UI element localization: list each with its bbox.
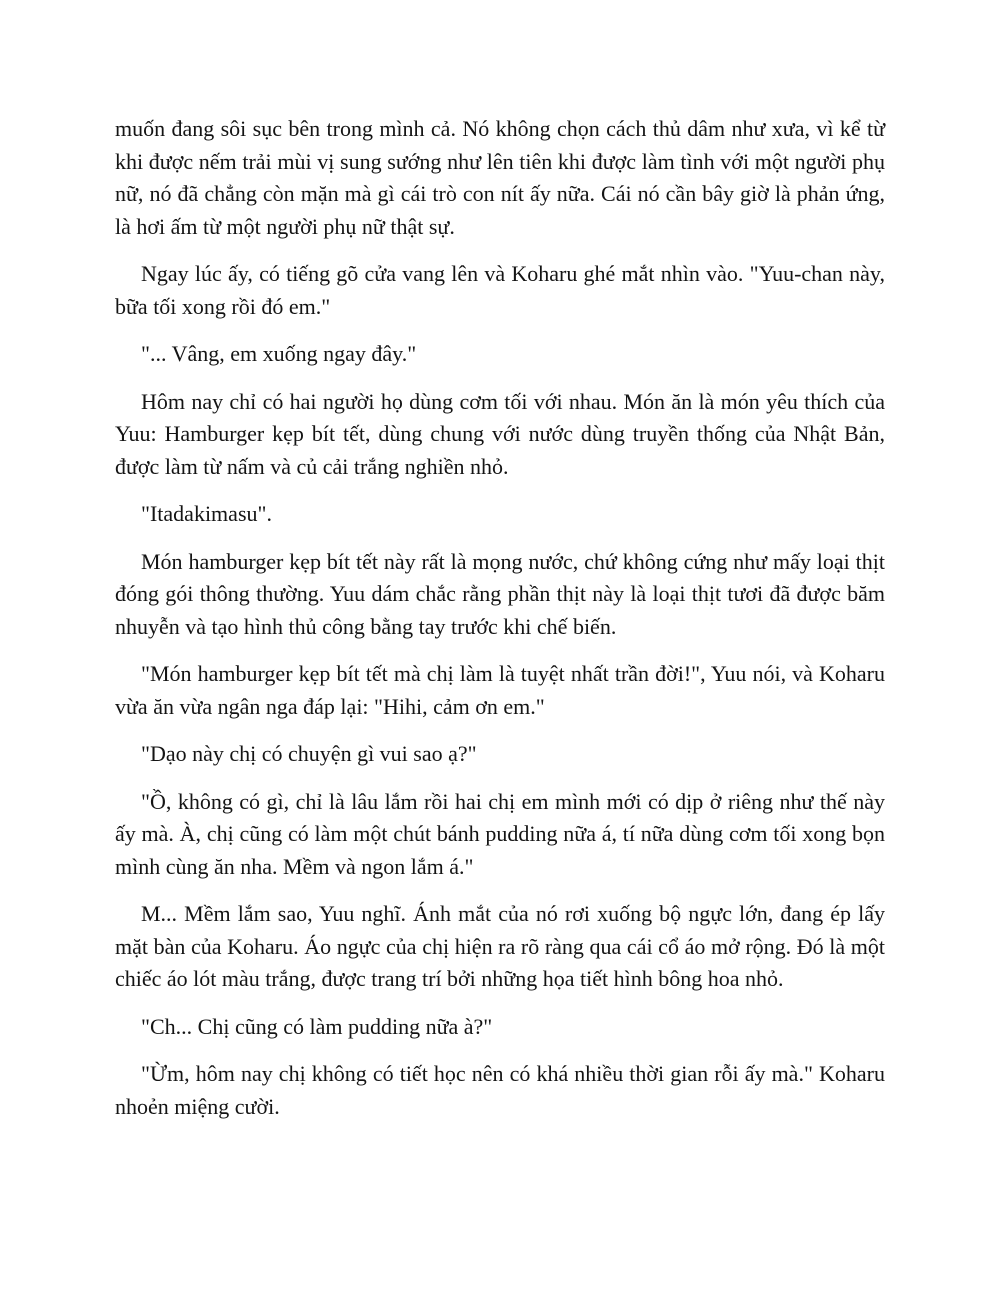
paragraph-5: "Itadakimasu".: [141, 501, 272, 526]
paragraph-11: "Ch... Chị cũng có làm pudding nữa à?": [141, 1013, 493, 1039]
text-column: [115, 113, 885, 1138]
paragraph-12: "Ừm, hôm nay chị không có tiết học nên có khá nhiều thời gian rỗi ấy mà." Koharu nhoẻn miệng cười.: [115, 1061, 885, 1119]
paragraph-1: muốn đang sôi sục bên trong mình cả. Nó không chọn cách thủ dâm như xưa, vì kể từ khi được nếm trải mùi vị sung sướng như lên tiên khi được làm tình với một người phụ nữ, nó đã chẳng còn mặn mà gì cái trò con nít ấy nữa. Cái nó cần bây giờ là phản ứng, là hơi ấm từ một người phụ nữ thật sự.: [115, 116, 885, 239]
paragraph-8: "Dạo này chị có chuyện gì vui sao ạ?": [141, 741, 477, 766]
paragraph-4: Hôm nay chỉ có hai người họ dùng cơm tối với nhau. Món ăn là món yêu thích của Yuu: Hamburger kẹp bít tết, dùng chung với nước dùng truyền thống của Nhật Bản, được làm từ nấm và củ cải trắng nghiền nhỏ.: [115, 388, 885, 479]
paragraph-9: "Ồ, không có gì, chỉ là lâu lắm rồi hai chị em mình mới có dịp ở riêng như thế này ấy mà. À, chị cũng có làm một chút bánh pudding nữa á, tí nữa dùng cơm tối xong bọn mình cùng ăn nha. Mềm và ngon lắm á.": [115, 788, 885, 879]
paragraph-2: Ngay lúc ấy, có tiếng gõ cửa vang lên và Koharu ghé mắt nhìn vào. "Yuu-chan này, bữa tối xong rồi đó em.": [115, 261, 885, 319]
paragraph-7: "Món hamburger kẹp bít tết mà chị làm là tuyệt nhất trần đời!", Yuu nói, và Koharu vừa ăn vừa ngân nga đáp lại: "Hihi, cảm ơn em.": [115, 661, 885, 719]
paragraph-3: "... Vâng, em xuống ngay đây.": [141, 341, 417, 366]
paragraph-10: M... Mềm lắm sao, Yuu nghĩ. Ánh mắt của nó rơi xuống bộ ngực lớn, đang ép lấy mặt bàn của Koharu. Áo ngực của chị hiện ra rõ ràng qua cái cổ áo mở rộng. Đó là một chiếc áo lót màu trắng, được trang trí bởi những họa tiết hình bông hoa nhỏ.: [115, 901, 885, 991]
paragraph-6: Món hamburger kẹp bít tết này rất là mọng nước, chứ không cứng như mấy loại thịt đóng gói thông thường. Yuu dám chắc rằng phần thịt này là loại thịt tươi đã được băm nhuyễn và tạo hình thủ công bằng tay trước khi chế biến.: [115, 548, 885, 639]
